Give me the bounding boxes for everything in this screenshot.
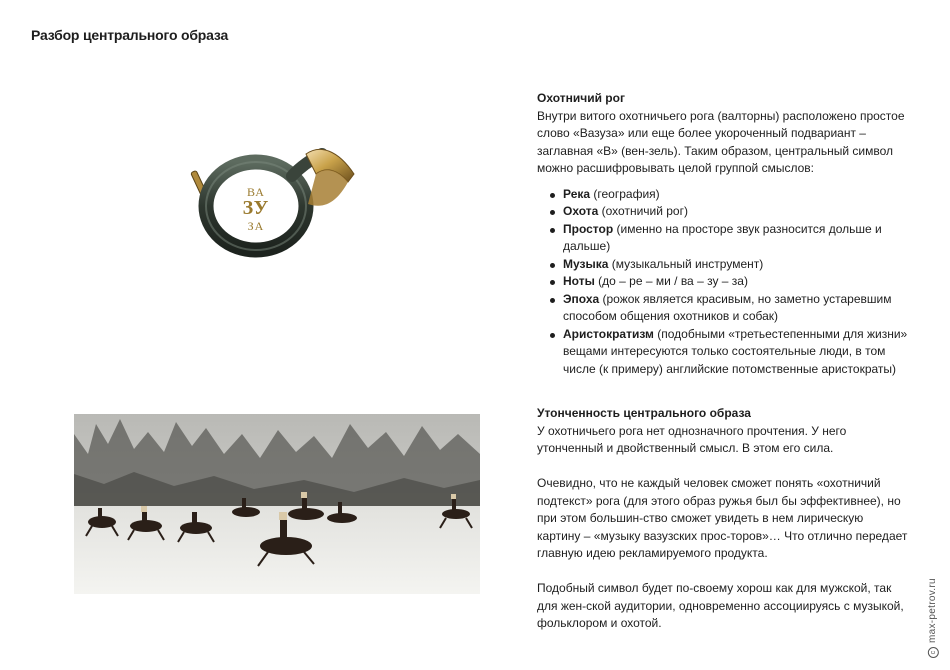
list-item <box>537 273 909 291</box>
subtle-paragraph-3: Подобный символ будет по-своему хорош как для мужской, так для жен-ской аудитории, одновременно ассоциируясь с музыкой, фольклором и охотой. <box>537 581 904 630</box>
list-item <box>537 256 909 274</box>
meaning-list <box>537 186 909 379</box>
list-item-term: Охота <box>563 204 599 218</box>
list-item-term: Река <box>563 186 591 201</box>
copyright-note <box>927 578 939 658</box>
subtle-heading: Утонченность центрального образа <box>537 406 751 420</box>
logo-line-3: ЗА <box>247 219 265 233</box>
list-item-desc: (именно на просторе звук разносится дольше и дальше) <box>563 221 882 253</box>
list-item-desc: (до – ре – ми / ва – зу – за) <box>594 274 748 288</box>
horn-logo <box>188 140 358 262</box>
list-item-desc: (подобными «третьестепенными для жизни» вещами интересуются только состоятельные люди, в том числе (к примеру) английские потомственные аристократы) <box>563 326 908 376</box>
logo-line-1: ВА <box>247 185 265 199</box>
subtle-paragraph-2: Очевидно, что не каждый человек сможет понять «охотничий подтекст» рога (для этого образ ружья был бы эффективнее), но при этом большин-ство сможет увидеть в нем лирическую картину – «музыку вазузских прос-торов»… Что отлично передает главную идею рекламируемого продукта. <box>537 476 908 560</box>
list-item-term: Эпоха <box>563 291 600 306</box>
list-item <box>537 221 909 256</box>
list-item-desc: (география) <box>590 186 660 201</box>
horn-section <box>537 90 909 378</box>
list-item <box>537 203 909 221</box>
list-item-term: Музыка <box>563 256 609 271</box>
list-item-term: Простор <box>563 221 614 236</box>
horn-intro: Внутри витого охотничьего рога (валторны) расположено простое слово «Вазуза» или еще более укороченный подвариант – заглавная «В» (вен-зель). Таким образом, центральный символ можно расшифровывать целой группой смыслов: <box>537 108 905 175</box>
hunting-riders-photo <box>74 414 480 594</box>
list-item <box>537 186 909 204</box>
list-item-desc: (рожок является красивым, но заметно устаревшим способом общения охотников и собак) <box>563 291 892 323</box>
list-item <box>537 326 909 379</box>
list-item-term: Ноты <box>563 274 595 288</box>
horn-heading: Охотничий рог <box>537 91 625 105</box>
page-title: Разбор центрального образа <box>31 27 229 43</box>
list-item-desc: (охотничий рог) <box>598 204 688 218</box>
subtle-paragraph-1: У охотничьего рога нет однозначного прочтения. У него утонченный и двойственный смысл. В этом его сила. <box>537 423 847 455</box>
copyright-text: max-petrov.ru <box>927 578 938 643</box>
subtle-section <box>537 405 909 633</box>
list-item-term: Аристократизм <box>563 326 654 341</box>
logo-line-2: ЗУ <box>242 197 270 219</box>
list-item <box>537 291 909 326</box>
list-item-desc: (музыкальный инструмент) <box>608 256 764 271</box>
copyright-icon: c <box>928 647 939 658</box>
